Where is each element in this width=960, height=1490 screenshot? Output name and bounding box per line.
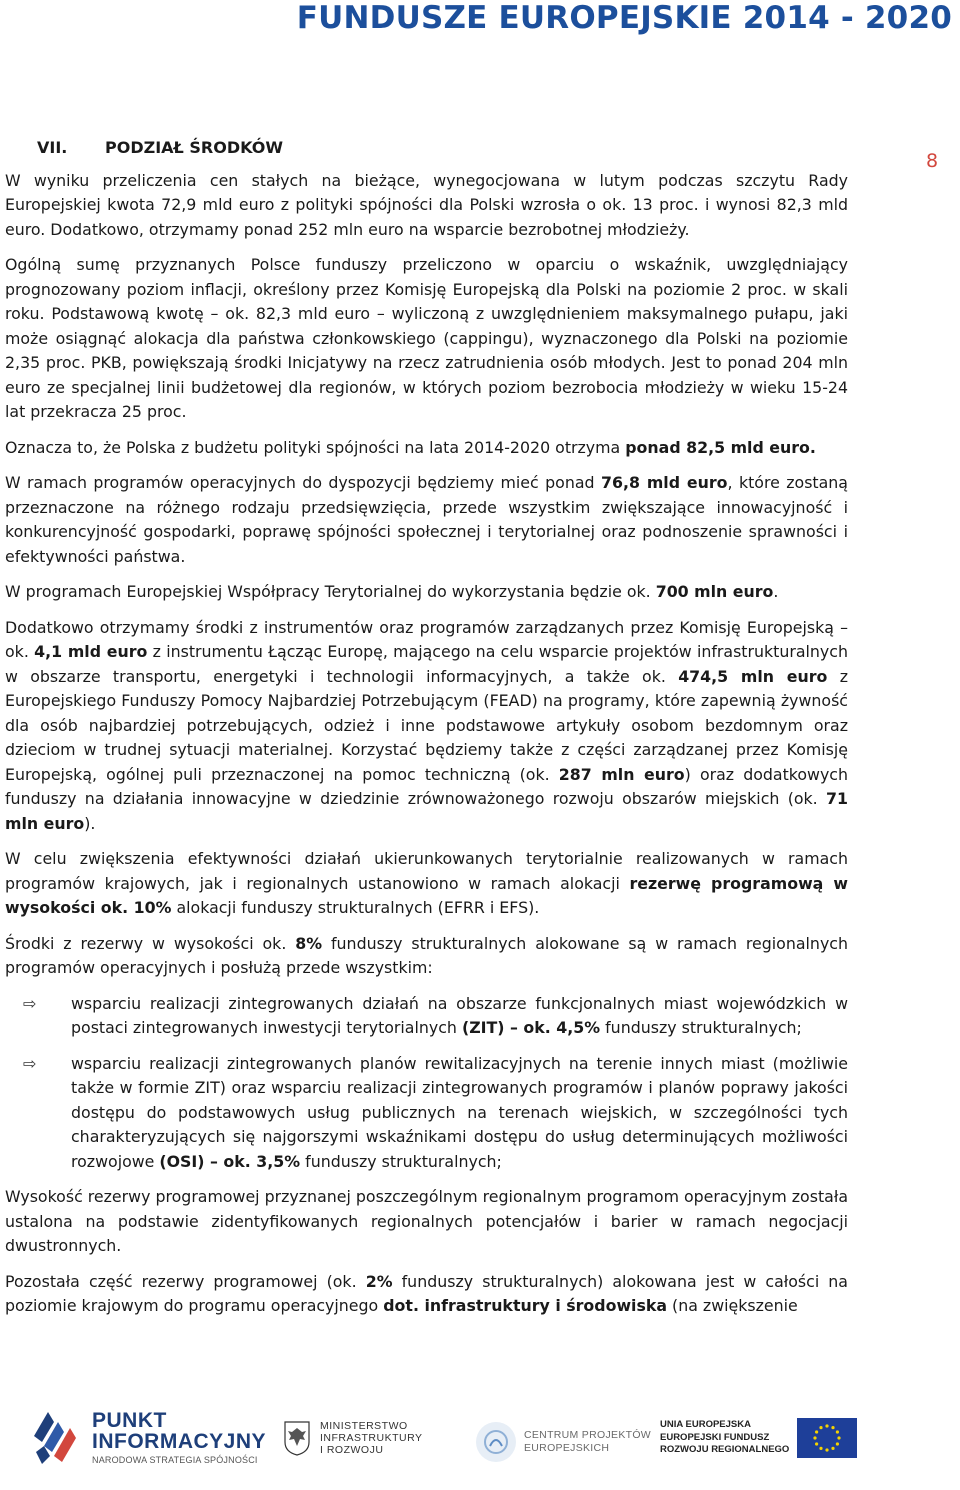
page-number: 8 xyxy=(925,150,939,172)
paragraph: Oznacza to, że Polska z budżetu polityki spójności na lata 2014-2020 otrzyma ponad 82,5 mld euro. xyxy=(5,437,816,457)
footer-logos xyxy=(0,1398,960,1490)
ue-line2: EUROPEJSKI FUNDUSZ xyxy=(660,1431,770,1443)
arrow-right-icon: ⇨ xyxy=(23,1053,37,1073)
paragraph: Wysokość rezerwy programowej przyznanej poszczególnym regionalnym programom operacyjnym została ustalona na podstawie zidentyfikowanych regionalnych potencjałów i barier w ramach negocjacji dwustronnych. xyxy=(5,1187,848,1255)
cpe-mark-icon xyxy=(476,1422,516,1462)
ministry-line3: I ROZWOJU xyxy=(320,1444,384,1457)
cpe-line2: EUROPEJSKICH xyxy=(524,1442,610,1454)
paragraph: Pozostała część rezerwy programowej (ok. 2% funduszy strukturalnych) alokowana jest w całości na poziomie krajowym do programu operacyjnego dot. infrastruktury i środowiska (na zwiększenie xyxy=(5,1271,848,1315)
ministry-line1: MINISTERSTWO xyxy=(320,1420,408,1432)
punkt-line2: INFORMACYJNY xyxy=(92,1429,267,1453)
list-item: ⇨ wsparciu realizacji zintegrowanych działań na obszarze funkcjonalnych miast wojewódzkich w postaci zintegrowanych inwestycji terytorialnych (ZIT) – ok. 4,5% funduszy strukturalnych; xyxy=(23,993,848,1037)
paragraph: Środki z rezerwy w wysokości ok. 8% funduszy strukturalnych alokowane są w ramach regionalnych programów operacyjnych i posłużą przede wszystkim: xyxy=(5,933,848,977)
paragraph: Dodatkowo otrzymamy środki z instrumentów oraz programów zarządzanych przez Komisję Europejską – ok. 4,1 mld euro z instrumentu Łącząc Europę, mającego na celu wsparcie projektów infrastrukturalnych w obszarze transportu, energetyki i technologii informacyjnych, a także ok. 474,5 mln euro z Europejskiego Funduszy Pomocy Najbardziej Potrzebującym (FEAD) na programy, które zapewnią żywność dla osób najbardziej potrzebujących, odzież i inne podstawowe artykuły osobom bezdomnym oraz dzieciom w trudnej sytuacji materialnej. Korzystać będziemy także z części zarządzanej przez Komisję Europejską, ogólnej puli przeznaczonej na pomoc techniczną (ok. 287 mln euro) oraz dodatkowych funduszy na działania innowacyjne w dziedzinie zrównoważonego rozwoju obszarów miejskich (ok. 71 mln euro). xyxy=(5,617,848,833)
eu-flag-icon xyxy=(797,1418,857,1458)
paragraph: W celu zwiększenia efektywności działań ukierunkowanych terytorialnie realizowanych w ramach programów krajowych, jak i regionalnych ustanowiono w ramach alokacji rezerwę programową w wysokości ok. 10% alokacji funduszy strukturalnych (EFRR i EFS). xyxy=(5,849,848,917)
ue-line3: ROZWOJU REGIONALNEGO xyxy=(660,1444,790,1456)
ministry-line2: INFRASTRUKTURY xyxy=(320,1432,423,1445)
polish-eagle-icon xyxy=(282,1420,312,1456)
punkt-line1: PUNKT xyxy=(92,1408,167,1432)
paragraph: W programach Europejskiej Współpracy Terytorialnej do wykorzystania będzie ok. 700 mln euro. xyxy=(5,582,779,601)
section-title: PODZIAŁ ŚRODKÓW xyxy=(105,138,284,157)
cpe-logo xyxy=(476,1422,651,1462)
paragraph: Ogólną sumę przyznanych Polsce funduszy przeliczono w oparciu o wskaźnik, uwzględniający prognozowany poziom inflacji, określony przez Komisję Europejską dla Polski na poziomie 2 proc. w skali roku. Podstawową kwotę – ok. 82,3 mld euro – wyliczoną z uwzględnieniem maksymalnego pułapu, jaki może osiągnąć alokacja dla państwa członkowskiego (cappingu), wyznaczonego dla Polski na poziomie 2,35 proc. PKB, powiększają środki Inicjatywy na rzecz zatrudnienia osób młodych. Jest to ponad 204 mln euro ze specjalnej linii budżetowej dla regionów, w których poziom bezrobocia młodzieży w wieku 15-24 lat przekracza 25 proc. xyxy=(5,255,848,421)
paragraph: W wyniku przeliczenia cen stałych na bieżące, wynegocjowana w lutym podczas szczytu Rady Europejskiej kwota 72,9 mld euro z polityki spójności dla Polski wzrosła o ok. 13 proc. i wynosi 82,3 mld euro. Dodatkowo, otrzymamy ponad 252 mln euro na wsparcie bezrobotnej młodzieży. xyxy=(5,170,848,239)
punkt-informacyjny-logo xyxy=(30,1406,266,1468)
arrow-right-icon: ⇨ xyxy=(23,993,37,1013)
section-number: VII. xyxy=(37,138,68,157)
eu-fund-logo xyxy=(660,1418,857,1458)
punkt-line3: NARODOWA STRATEGIA SPÓJNOŚCI xyxy=(92,1454,258,1465)
paragraph: W ramach programów operacyjnych do dyspozycji będziemy mieć ponad 76,8 mld euro, które zostaną przeznaczone na różnego rodzaju przedsięwzięcia, przede wszystkim zwiększające innowacyjność i konkurencyjność gospodarki, poprawę spójności społecznej i terytorialnej oraz podnoszenie sprawności i efektywności państwa. xyxy=(5,473,848,566)
ministry-logo xyxy=(282,1420,422,1456)
ue-line1: UNIA EUROPEJSKA xyxy=(660,1419,751,1431)
cpe-line1: CENTRUM PROJEKTÓW xyxy=(524,1428,652,1441)
punkt-mark-icon xyxy=(30,1406,86,1468)
document-body xyxy=(5,136,848,1330)
section-heading xyxy=(5,136,848,161)
bullet-list xyxy=(5,992,848,1175)
document-header-title: FUNDUSZE EUROPEJSKIE 2014 - 2020 xyxy=(296,0,952,36)
list-item: ⇨ wsparciu realizacji zintegrowanych planów rewitalizacyjnych na terenie innych miast (możliwie także w formie ZIT) oraz wsparciu realizacji zintegrowanych programów i planów poprawy jakości dostępu do podstawowych usług publicznych na terenach wiejskich, w szczególności tych charakteryzujących się najgorszymi wskaźnikami dostępu do usług determinujących możliwości rozwojowe (OSI) – ok. 3,5% funduszy strukturalnych; xyxy=(23,1053,848,1171)
